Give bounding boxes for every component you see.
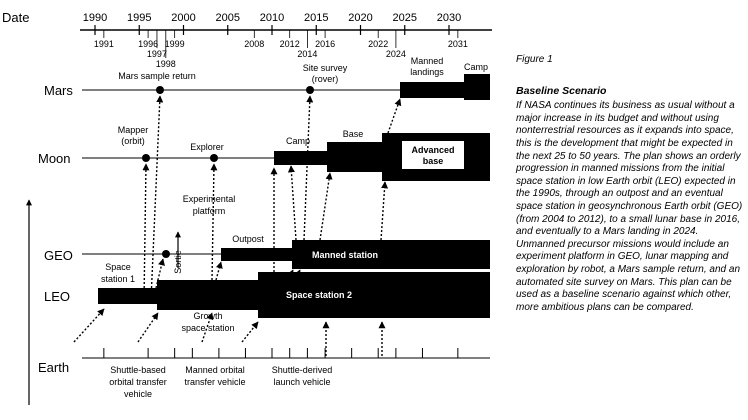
experimental-platform-label-2: platform bbox=[192, 206, 226, 216]
advanced-base-label-2: base bbox=[422, 156, 444, 166]
row-label-earth: Earth bbox=[38, 360, 70, 375]
figure-caption bbox=[516, 54, 744, 314]
growth-station-label-2: space station bbox=[181, 323, 235, 333]
mapper-label-2: (orbit) bbox=[121, 136, 145, 146]
sortie-label: Sortie bbox=[173, 250, 183, 274]
minor-year-label: 2014 bbox=[297, 49, 318, 59]
caption-title: Baseline Scenario bbox=[516, 84, 607, 97]
caption-body: If NASA continues its business as usual without a major increase in its budget and without using nonterrestrial resources as it expands into space, this is the development that might be expected in the next 25 to 50 years. The plan shows an orderly progression in manned missions from the initial space station in low Earth orbit (LEO) expected in the 1990s, through an outpost and an eventual space station in geosynchronous Earth orbit (GEO) (from 2004 to 2012), to a small lunar base in 2016, and eventually to a Mars landing in 2024. Unmanned precursor missions would include an experiment platform in GEO, lunar mapping and exploration by robot, a Mars sample return, and an automated site survey on Mars. This plan can be used as a baseline scenario against which other, more ambitious plans can be compared. bbox=[516, 100, 743, 313]
site-survey-label-1: Site survey bbox=[302, 63, 348, 73]
major-year-label: 1995 bbox=[127, 12, 152, 24]
moon-camp-bar bbox=[274, 151, 328, 165]
major-year-label: 2015 bbox=[304, 12, 329, 24]
site-survey-dot bbox=[306, 86, 314, 94]
experimental-platform-label-1: Experimental bbox=[182, 194, 236, 204]
advanced-base-label-1: Advanced bbox=[411, 145, 455, 155]
shuttle-otv-label-1: Shuttle-based bbox=[110, 365, 166, 375]
minor-year-label: 1999 bbox=[164, 39, 185, 49]
minor-year-label: 2031 bbox=[447, 39, 468, 49]
major-year-label: 2020 bbox=[348, 12, 373, 24]
explorer-label: Explorer bbox=[190, 142, 224, 152]
mars-camp-label: Camp bbox=[463, 62, 489, 72]
explorer-dot bbox=[210, 154, 218, 162]
major-year-label: 2025 bbox=[392, 12, 417, 24]
moon-camp-label: Camp bbox=[285, 136, 311, 146]
figure-number: Figure 1 bbox=[516, 54, 553, 65]
mars-camp-bar bbox=[464, 74, 490, 100]
arrow-moon-to-mars bbox=[388, 99, 400, 133]
shuttle-derived-label-2: launch vehicle bbox=[273, 377, 331, 387]
major-year-label: 1990 bbox=[82, 12, 108, 24]
major-year-label: 2030 bbox=[436, 12, 462, 24]
major-year-label: 2005 bbox=[215, 12, 240, 24]
major-year-label: 2000 bbox=[171, 12, 196, 24]
minor-year-label: 2012 bbox=[279, 39, 300, 49]
manned-otv-label-1: Manned orbital bbox=[185, 365, 245, 375]
arrow-geo-to-camp bbox=[291, 166, 296, 240]
shuttle-otv-label-3: vehicle bbox=[123, 389, 153, 399]
minor-year-label: 1998 bbox=[155, 59, 176, 69]
earth-ticks bbox=[104, 348, 458, 358]
row-label-mars: Mars bbox=[44, 83, 73, 98]
arrow-earth-to-leo-4 bbox=[242, 322, 258, 342]
arrow-earth-to-leo-2 bbox=[138, 313, 158, 342]
minor-year-label: 2016 bbox=[315, 39, 336, 49]
mars-manned-landings-bar bbox=[400, 82, 464, 98]
space-station-1-label-a: Space bbox=[105, 262, 131, 272]
manned-landings-label-1: Manned bbox=[410, 56, 444, 66]
moon-base-label: Base bbox=[342, 129, 364, 139]
minor-year-label: 2024 bbox=[385, 49, 406, 59]
arrow-leo-to-mars-sample bbox=[151, 96, 160, 300]
arrow-earth-to-leo-1 bbox=[74, 309, 104, 342]
space-station-1-label-b: station 1 bbox=[100, 274, 136, 284]
manned-landings-label-2: landings bbox=[410, 67, 444, 77]
manned-otv-label-2: transfer vehicle bbox=[184, 377, 246, 387]
arrow-leo-to-geo-2 bbox=[299, 270, 300, 272]
shuttle-otv-label-2: orbital transfer bbox=[109, 377, 167, 387]
row-label-geo: GEO bbox=[44, 248, 73, 263]
arrow-geo-to-site-survey bbox=[304, 96, 310, 240]
arrow-geo-to-adv-base bbox=[381, 182, 385, 240]
minor-year-label: 2022 bbox=[368, 39, 389, 49]
leo-growth-station-bar bbox=[157, 280, 259, 310]
site-survey-label-2: (rover) bbox=[311, 74, 339, 84]
arrow-leo-to-explorer bbox=[212, 164, 214, 280]
outpost-label: Outpost bbox=[232, 234, 264, 244]
minor-year-label: 1997 bbox=[146, 49, 167, 59]
space-station-2-label: Space station 2 bbox=[285, 290, 353, 300]
row-label-moon: Moon bbox=[38, 151, 71, 166]
mapper-label-1: Mapper bbox=[117, 125, 149, 135]
geo-outpost-bar bbox=[221, 248, 293, 261]
row-label-leo: LEO bbox=[44, 289, 71, 304]
arrow-leo-to-outpost bbox=[216, 262, 221, 280]
arrow-leo-to-mapper bbox=[144, 164, 146, 300]
shuttle-derived-label-1: Shuttle-derived bbox=[271, 365, 333, 375]
moon-base-bar bbox=[327, 142, 383, 172]
minor-year-label: 1991 bbox=[93, 39, 114, 49]
minor-year-label: 1996 bbox=[138, 39, 159, 49]
minor-year-label: 2008 bbox=[244, 39, 265, 49]
experimental-platform-dot bbox=[162, 250, 170, 258]
arrow-geo-to-base bbox=[320, 173, 330, 240]
mapper-dot bbox=[142, 154, 150, 162]
leo-station-1-bar bbox=[98, 288, 158, 304]
mars-sample-return-label: Mars sample return bbox=[118, 71, 196, 81]
date-axis-title: Date bbox=[2, 10, 30, 25]
growth-station-label-1: Growth bbox=[193, 311, 223, 321]
major-year-label: 2010 bbox=[259, 12, 285, 24]
manned-station-label: Manned station bbox=[311, 250, 379, 260]
mars-sample-return-dot bbox=[156, 86, 164, 94]
arrow-leo-to-geo-1 bbox=[292, 270, 293, 272]
